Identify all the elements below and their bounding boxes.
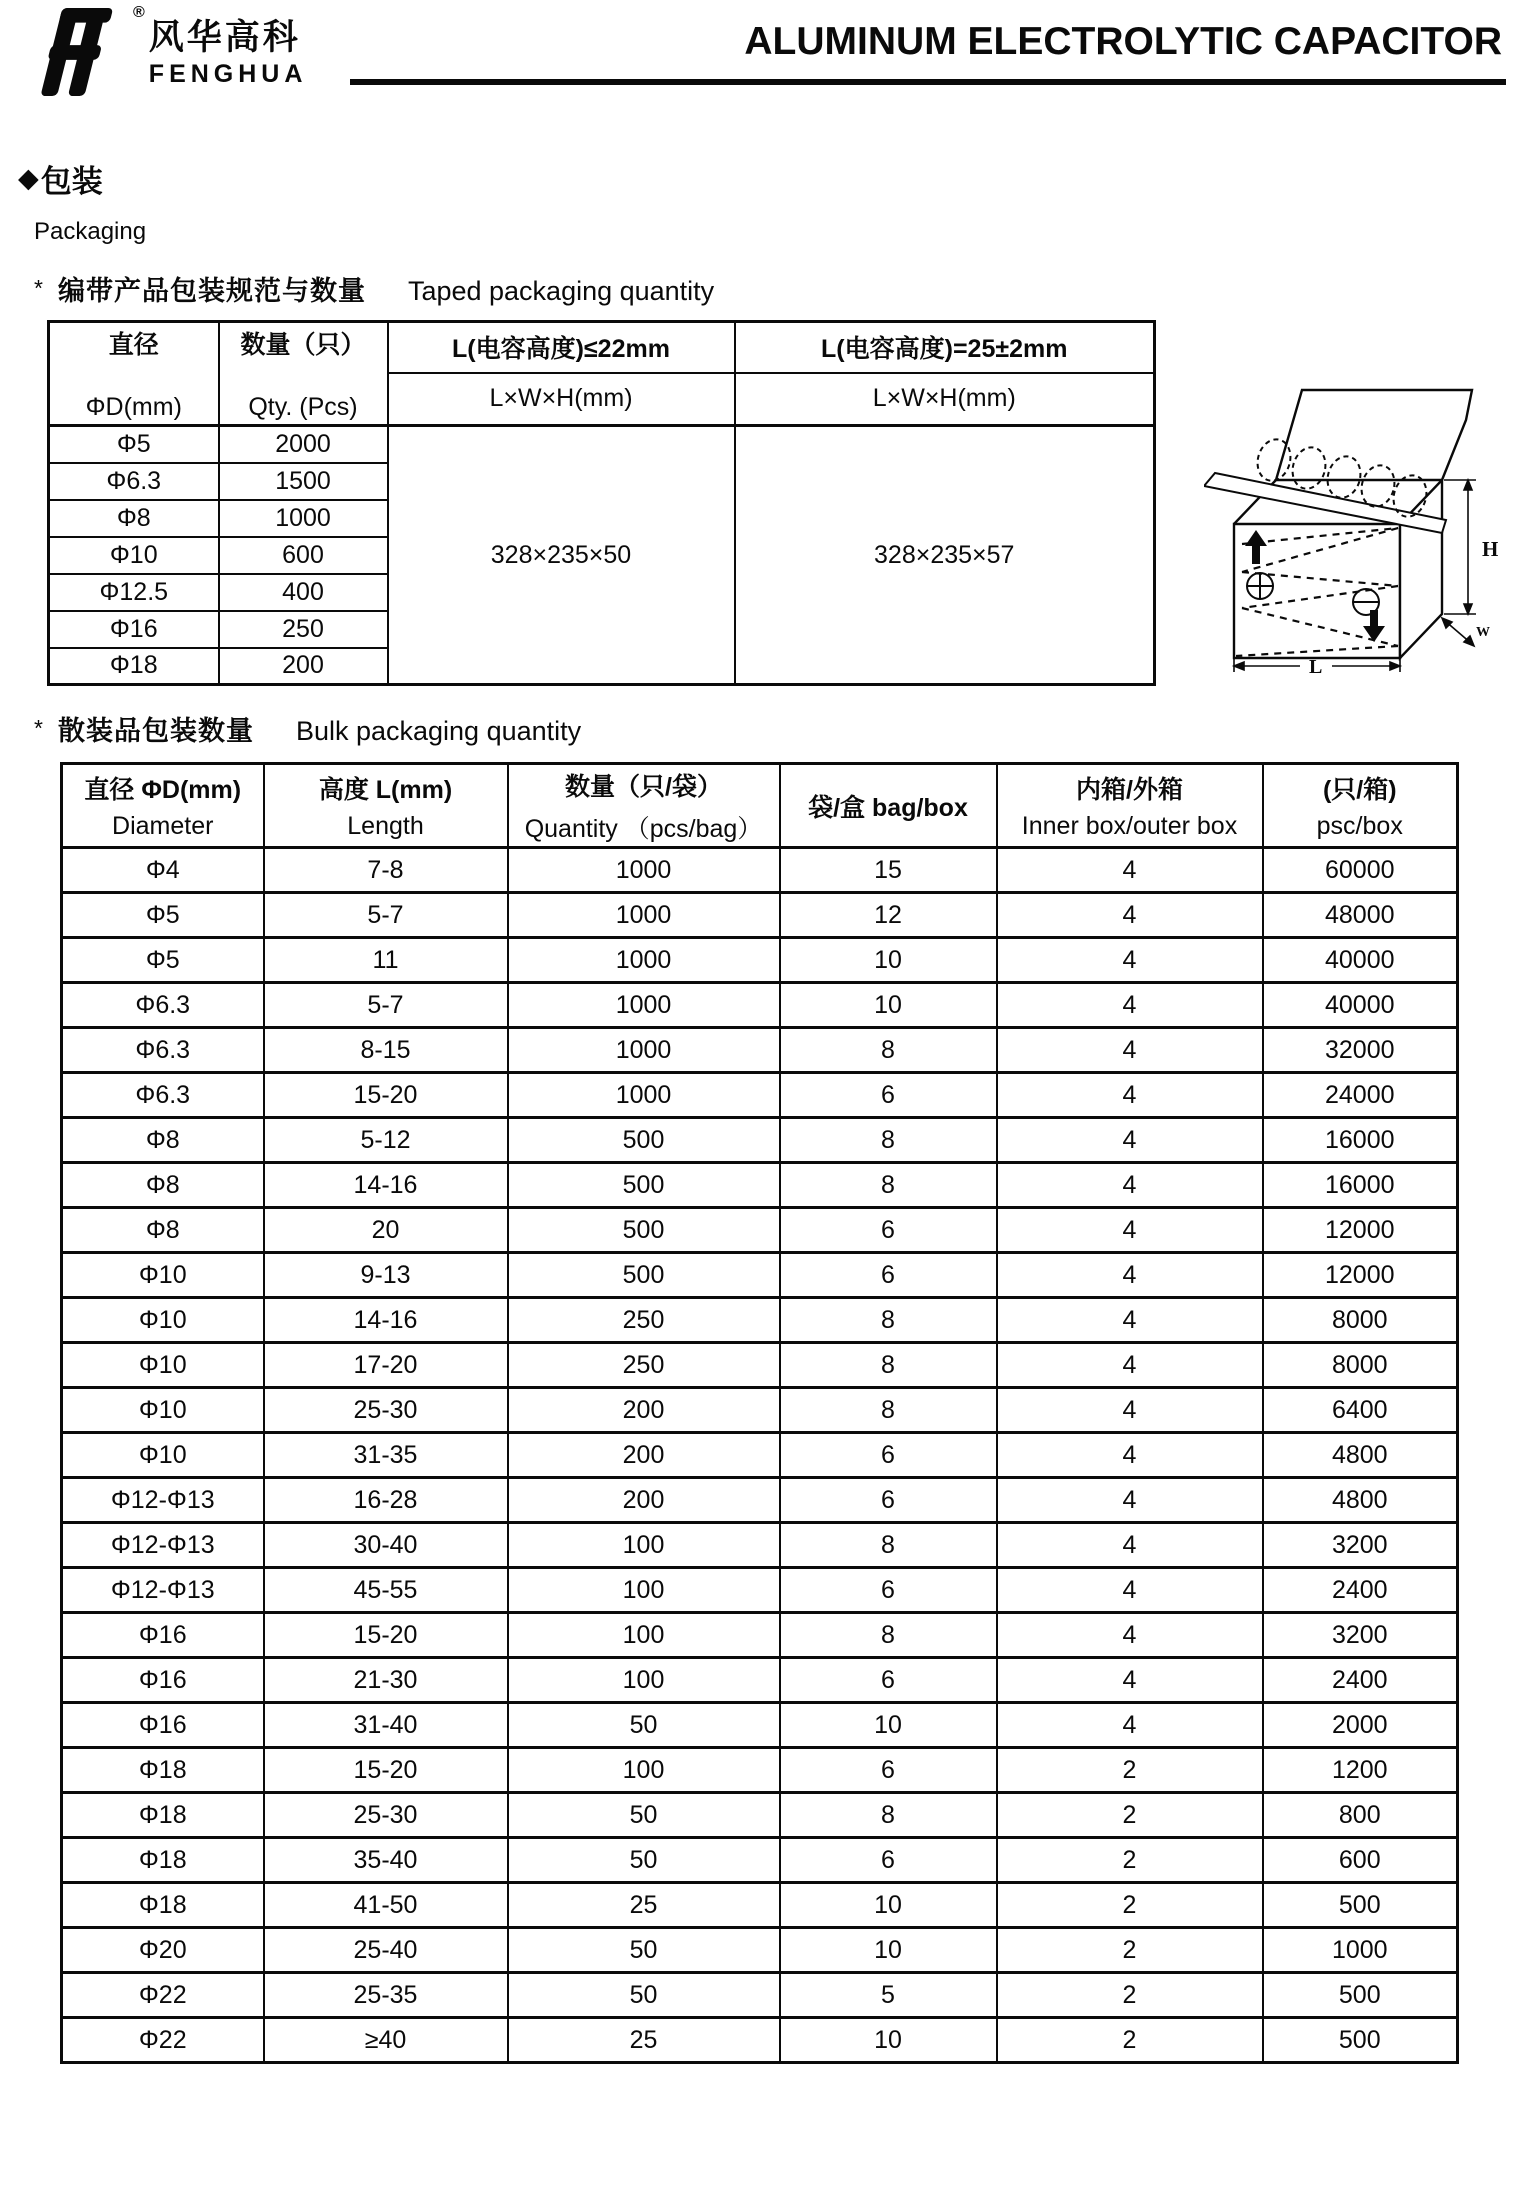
header-bag-box: 袋/盒 bag/box [780,764,997,848]
dimension-w-label: W [1476,625,1490,640]
table-row [62,1298,1458,1343]
table-row [62,1928,1458,1973]
cell: Φ10 [62,1433,264,1478]
cell: 2 [997,1748,1263,1793]
cell: 25-40 [264,1928,508,1973]
cell: 4 [997,1658,1263,1703]
merged-size-cell: 328×235×50 [388,426,735,685]
cell: ≥40 [264,2018,508,2063]
taped-subtitle-cn: 编带产品包装规范与数量 [57,276,366,306]
packaging-box-diagram [1204,374,1510,674]
cell: 4 [997,1388,1263,1433]
cell: 250 [508,1298,780,1343]
cell: Φ6.3 [62,1073,264,1118]
cell: 500 [508,1253,780,1298]
taped-subtitle [34,269,1514,308]
cell: 48000 [1263,893,1458,938]
table-row [62,1028,1458,1073]
table-row [62,2018,1458,2063]
cell: 5-12 [264,1118,508,1163]
cell: Φ6.3 [62,983,264,1028]
table-row [62,1118,1458,1163]
cell: Φ10 [62,1253,264,1298]
header-diameter: 直径 ΦD(mm) Diameter [62,764,264,848]
header-qty: 数量（只） Qty. (Pcs) [219,322,388,426]
cell: 5 [780,1973,997,2018]
cell: 6400 [1263,1388,1458,1433]
cell: 4 [997,1253,1263,1298]
table-row [62,1208,1458,1253]
cell: Φ18 [49,648,219,685]
cell: Φ10 [49,537,219,574]
table-row [62,1793,1458,1838]
cell: 10 [780,1703,997,1748]
cell: 8 [780,1388,997,1433]
cell: 6 [780,1073,997,1118]
cell: Φ10 [62,1298,264,1343]
cell: 4 [997,1478,1263,1523]
cell: 250 [219,611,388,648]
cell: 20 [264,1208,508,1253]
cell: 3200 [1263,1523,1458,1568]
cell: 200 [508,1433,780,1478]
cell: 2 [997,1928,1263,1973]
table-row [49,426,1155,463]
table-row [62,1343,1458,1388]
cell: 8 [780,1298,997,1343]
cell: 1000 [1263,1928,1458,1973]
cell: 50 [508,1793,780,1838]
cell: 11 [264,938,508,983]
cell: Φ10 [62,1343,264,1388]
dimension-l-label: L [1309,656,1323,674]
table-row [62,1253,1458,1298]
cell: 8 [780,1523,997,1568]
cell: Φ16 [62,1613,264,1658]
cell: 25 [508,2018,780,2063]
table-row [62,1568,1458,1613]
cell: Φ12-Φ13 [62,1568,264,1613]
cell: 500 [508,1208,780,1253]
brand [30,4,308,96]
cell: Φ10 [62,1388,264,1433]
table-row [62,1523,1458,1568]
cell: 1000 [508,938,780,983]
cell: 4 [997,1028,1263,1073]
cell: 600 [1263,1838,1458,1883]
cell: 25-35 [264,1973,508,2018]
cell: 1000 [508,893,780,938]
table-header-row [49,322,1155,373]
cell: 4800 [1263,1433,1458,1478]
cell: 14-16 [264,1163,508,1208]
cell: 7-8 [264,848,508,893]
cell: Φ8 [49,500,219,537]
table-row [62,938,1458,983]
cell: 500 [508,1163,780,1208]
cell: 8 [780,1793,997,1838]
cell: 8-15 [264,1028,508,1073]
cell: 40000 [1263,938,1458,983]
bullet-star-icon: * [34,275,43,301]
table-row [62,1658,1458,1703]
cell: 4 [997,1613,1263,1658]
cell: 8 [780,1613,997,1658]
table-row [62,1073,1458,1118]
header-inner-outer-box: 内箱/外箱 Inner box/outer box [997,764,1263,848]
page-title: ALUMINUM ELECTROLYTIC CAPACITOR [744,20,1502,63]
cell: 50 [508,1928,780,1973]
cell: 1000 [219,500,388,537]
cell: 600 [219,537,388,574]
cell: 9-13 [264,1253,508,1298]
table-row [62,983,1458,1028]
cell: 10 [780,1883,997,1928]
cell: 4 [997,1163,1263,1208]
cell: 200 [508,1478,780,1523]
cell: Φ4 [62,848,264,893]
cell: 50 [508,1973,780,2018]
cell: 2 [997,2018,1263,2063]
cell: 17-20 [264,1343,508,1388]
cell: 8000 [1263,1298,1458,1343]
header-height-le22: L(电容高度)≤22mm [388,322,735,373]
cell: 1000 [508,983,780,1028]
cell: 6 [780,1253,997,1298]
cell: 12000 [1263,1208,1458,1253]
cell: Φ6.3 [49,463,219,500]
table-row [62,1388,1458,1433]
table-row [62,1838,1458,1883]
cell: 4800 [1263,1478,1458,1523]
table-row [62,1478,1458,1523]
cell: 15-20 [264,1613,508,1658]
cell: Φ18 [62,1838,264,1883]
bulk-table-body [62,848,1458,2063]
cell: 4 [997,1703,1263,1748]
header-quantity: 数量（只/袋） Quantity （pcs/bag） [508,764,780,848]
cell: 4 [997,1568,1263,1613]
cell: Φ8 [62,1118,264,1163]
brand-name-en: FENGHUA [148,59,308,88]
cell: Φ16 [62,1658,264,1703]
cell: 6 [780,1478,997,1523]
cell: 2000 [219,426,388,463]
cell: 6 [780,1433,997,1478]
cell: Φ5 [62,893,264,938]
cell: 1000 [508,1073,780,1118]
section-heading-cn [18,156,1514,201]
cell: Φ8 [62,1163,264,1208]
cell: 12 [780,893,997,938]
cell: 8 [780,1028,997,1073]
cell: 500 [1263,1883,1458,1928]
cell: 15-20 [264,1073,508,1118]
cell: 4 [997,1523,1263,1568]
cell: Φ16 [62,1703,264,1748]
cell: 8 [780,1343,997,1388]
cell: 4 [997,1118,1263,1163]
cell: Φ18 [62,1793,264,1838]
cell: 15 [780,848,997,893]
cell: 1500 [219,463,388,500]
header-pcs-box: (只/箱) psc/box [1263,764,1458,848]
taped-subtitle-en: Taped packaging quantity [407,276,715,306]
cell: 2 [997,1838,1263,1883]
cell: 100 [508,1568,780,1613]
cell: 8 [780,1118,997,1163]
cell: 100 [508,1613,780,1658]
cell: 400 [219,574,388,611]
dimension-h [1444,480,1476,614]
brand-text [149,20,308,89]
cell: 500 [1263,2018,1458,2063]
dimension-w [1442,618,1474,646]
cell: Φ18 [62,1748,264,1793]
cell: 4 [997,893,1263,938]
cell: Φ5 [49,426,219,463]
cell: 4 [997,1073,1263,1118]
cell: 1000 [508,848,780,893]
cell: Φ8 [62,1208,264,1253]
cell: 10 [780,1928,997,1973]
cell: 25-30 [264,1793,508,1838]
diamond-icon: ◆ [18,163,39,193]
cell: Φ22 [62,1973,264,2018]
cell: 45-55 [264,1568,508,1613]
cell: 4 [997,1433,1263,1478]
cell: 200 [508,1388,780,1433]
cell: 500 [1263,1973,1458,2018]
table-row [62,1883,1458,1928]
cell: 30-40 [264,1523,508,1568]
cell: 250 [508,1343,780,1388]
plus-polarity-icon [1247,573,1273,599]
cell: 24000 [1263,1073,1458,1118]
table-row [62,1703,1458,1748]
cell: 6 [780,1568,997,1613]
cell: 8 [780,1163,997,1208]
cell: 6 [780,1208,997,1253]
cell: Φ5 [62,938,264,983]
cell: Φ12-Φ13 [62,1478,264,1523]
cell: Φ20 [62,1928,264,1973]
table-row [62,848,1458,893]
cell: Φ6.3 [62,1028,264,1073]
cell: 100 [508,1748,780,1793]
cell: 32000 [1263,1028,1458,1073]
cell: 5-7 [264,893,508,938]
cell: 500 [508,1118,780,1163]
cell: 4 [997,848,1263,893]
cell: 2 [997,1973,1263,2018]
cell: 12000 [1263,1253,1458,1298]
cell: 50 [508,1703,780,1748]
table-row [62,1973,1458,2018]
merged-size-cell: 328×235×57 [735,426,1155,685]
bulk-packaging-table [60,762,1459,2064]
cell: 4 [997,938,1263,983]
brand-name-cn: 风华高科 [148,18,301,57]
cell: 6 [780,1658,997,1703]
table-row [62,1433,1458,1478]
cell: 6 [780,1748,997,1793]
bulk-subtitle [34,709,1514,748]
section-heading-en: Packaging [34,218,147,245]
header-length: 高度 L(mm) Length [264,764,508,848]
cell: 35-40 [264,1838,508,1883]
table-row [62,1748,1458,1793]
fenghua-logo-icon [30,8,130,96]
cell: 4 [997,1298,1263,1343]
header-lwh-2: L×W×H(mm) [735,373,1155,426]
bullet-star-icon: * [34,715,43,741]
cell: 16000 [1263,1163,1458,1208]
cell: 2 [997,1793,1263,1838]
cell: Φ16 [49,611,219,648]
cell: 1200 [1263,1748,1458,1793]
bulk-subtitle-en: Bulk packaging quantity [295,716,582,746]
cell: 60000 [1263,848,1458,893]
taped-table-wrap [47,320,1514,686]
cell: 15-20 [264,1748,508,1793]
table-row [62,1163,1458,1208]
cell: 2 [997,1883,1263,1928]
cell: 200 [219,648,388,685]
cell: 5-7 [264,983,508,1028]
cell: Φ18 [62,1883,264,1928]
cell: 10 [780,983,997,1028]
dimension-h-label: H [1482,537,1499,561]
table-row [62,893,1458,938]
cell: 8000 [1263,1343,1458,1388]
cell: 100 [508,1523,780,1568]
header-height-25: L(电容高度)=25±2mm [735,322,1155,373]
cell: 41-50 [264,1883,508,1928]
cell: 10 [780,938,997,983]
cell: 10 [780,2018,997,2063]
cell: 1000 [508,1028,780,1073]
section-heading-cn-text: 包装 [40,164,103,199]
cell: 100 [508,1658,780,1703]
cell: 2000 [1263,1703,1458,1748]
registered-trademark-icon: ® [133,4,145,21]
header-diameter: 直径 ΦD(mm) [49,322,219,426]
table-header-row [62,764,1458,848]
cell: Φ12.5 [49,574,219,611]
page-content [18,156,1514,2064]
cell: 6 [780,1838,997,1883]
cell: 21-30 [264,1658,508,1703]
cell: 4 [997,1343,1263,1388]
cell: 14-16 [264,1298,508,1343]
cell: 16-28 [264,1478,508,1523]
cell: 25-30 [264,1388,508,1433]
header-rule [350,79,1506,85]
cell: Φ22 [62,2018,264,2063]
cell: 2400 [1263,1658,1458,1703]
bulk-subtitle-cn: 散装品包装数量 [57,716,254,746]
cell: 3200 [1263,1613,1458,1658]
header-lwh-1: L×W×H(mm) [388,373,735,426]
cell: 31-40 [264,1703,508,1748]
cell: 2400 [1263,1568,1458,1613]
cell: 50 [508,1838,780,1883]
cell: 16000 [1263,1118,1458,1163]
taped-packaging-table [47,320,1156,686]
cell: Φ12-Φ13 [62,1523,264,1568]
cell: 4 [997,1208,1263,1253]
cell: 40000 [1263,983,1458,1028]
cell: 800 [1263,1793,1458,1838]
cell: 25 [508,1883,780,1928]
cell: 4 [997,983,1263,1028]
table-row [62,1613,1458,1658]
cell: 31-35 [264,1433,508,1478]
